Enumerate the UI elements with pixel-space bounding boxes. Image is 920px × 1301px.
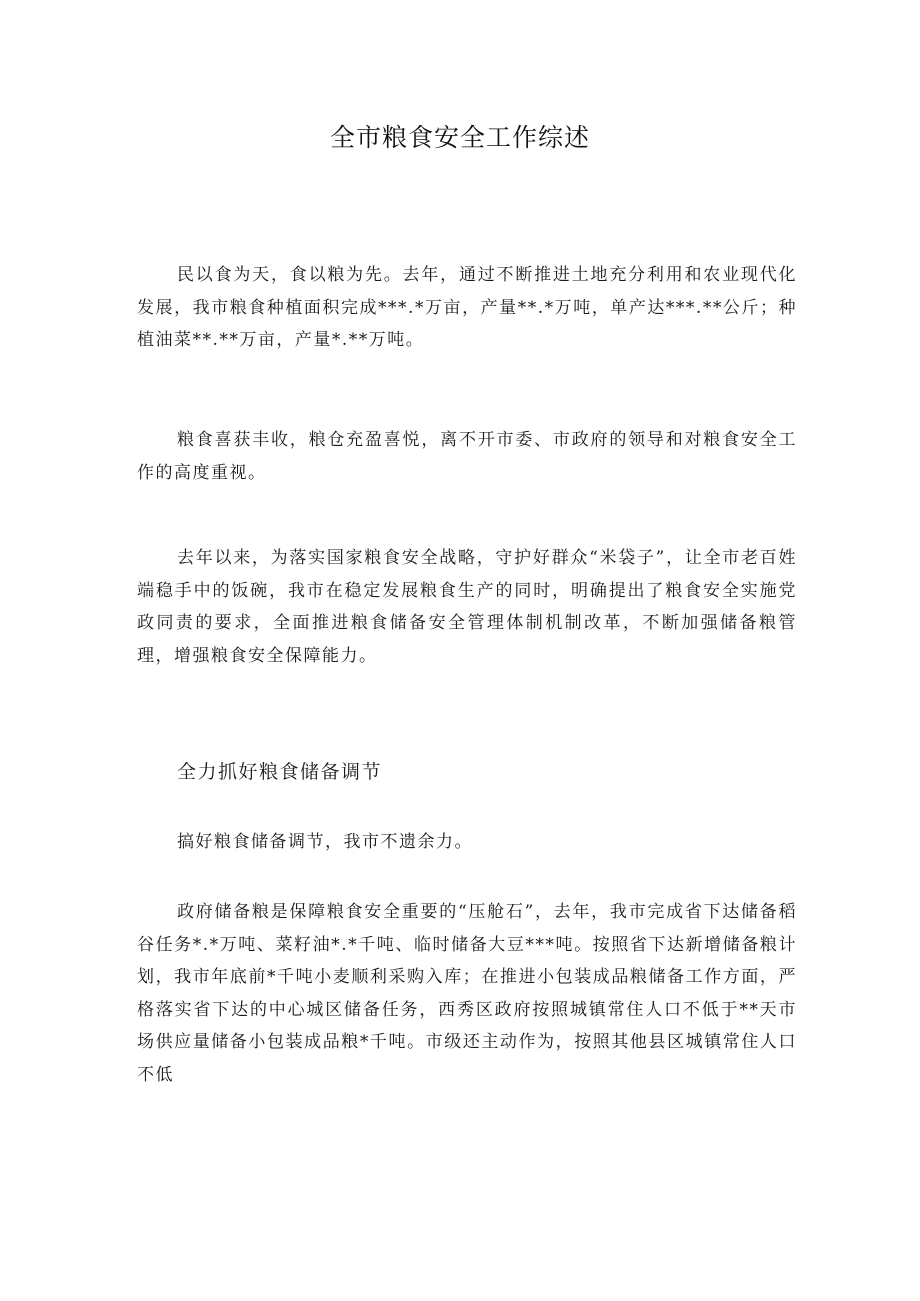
- section-heading: 全力抓好粮食储备调节: [177, 761, 383, 783]
- paragraph-harvest: 粮食喜获丰收，粮仓充盈喜悦，离不开市委、市政府的领导和对粮食安全工作的高度重视。: [137, 430, 797, 483]
- document-title: 全市粮食安全工作综述: [329, 123, 590, 152]
- section-paragraph-lead: 搞好粮食储备调节，我市不遗余力。: [177, 832, 473, 852]
- section-paragraph-reserves: 政府储备粮是保障粮食安全重要的“压舱石”，去年，我市完成省下达储备稻谷任务*.*万吨、菜籽油*.*千吨、临时储备大豆***吨。按照省下达新增储备粮计划，我市年底前*千吨小麦顺利采购入库；在推进小包装成品粮储备工作方面，严格落实省下达的中心城区储备任务，西秀区政府按照城镇常住人口不低于**天市场供应量储备小包装成品粮*千吨。市级还主动作为，按照其他县区城镇常住人口不低: [137, 902, 797, 1085]
- paragraph-strategy: 去年以来，为落实国家粮食安全战略，守护好群众“米袋子”，让全市老百姓端稳手中的饭碗，我市在稳定发展粮食生产的同时，明确提出了粮食安全实施党政同责的要求，全面推进粮食储备安全管理体制机制改革，不断加强储备粮管理，增强粮食安全保障能力。: [137, 548, 797, 666]
- intro-paragraph: 民以食为天，食以粮为先。去年，通过不断推进土地充分利用和农业现代化发展，我市粮食种植面积完成***.*万亩，产量**.*万吨，单产达***.**公斤；种植油菜**.**万亩，产量*.**万吨。: [137, 265, 797, 350]
